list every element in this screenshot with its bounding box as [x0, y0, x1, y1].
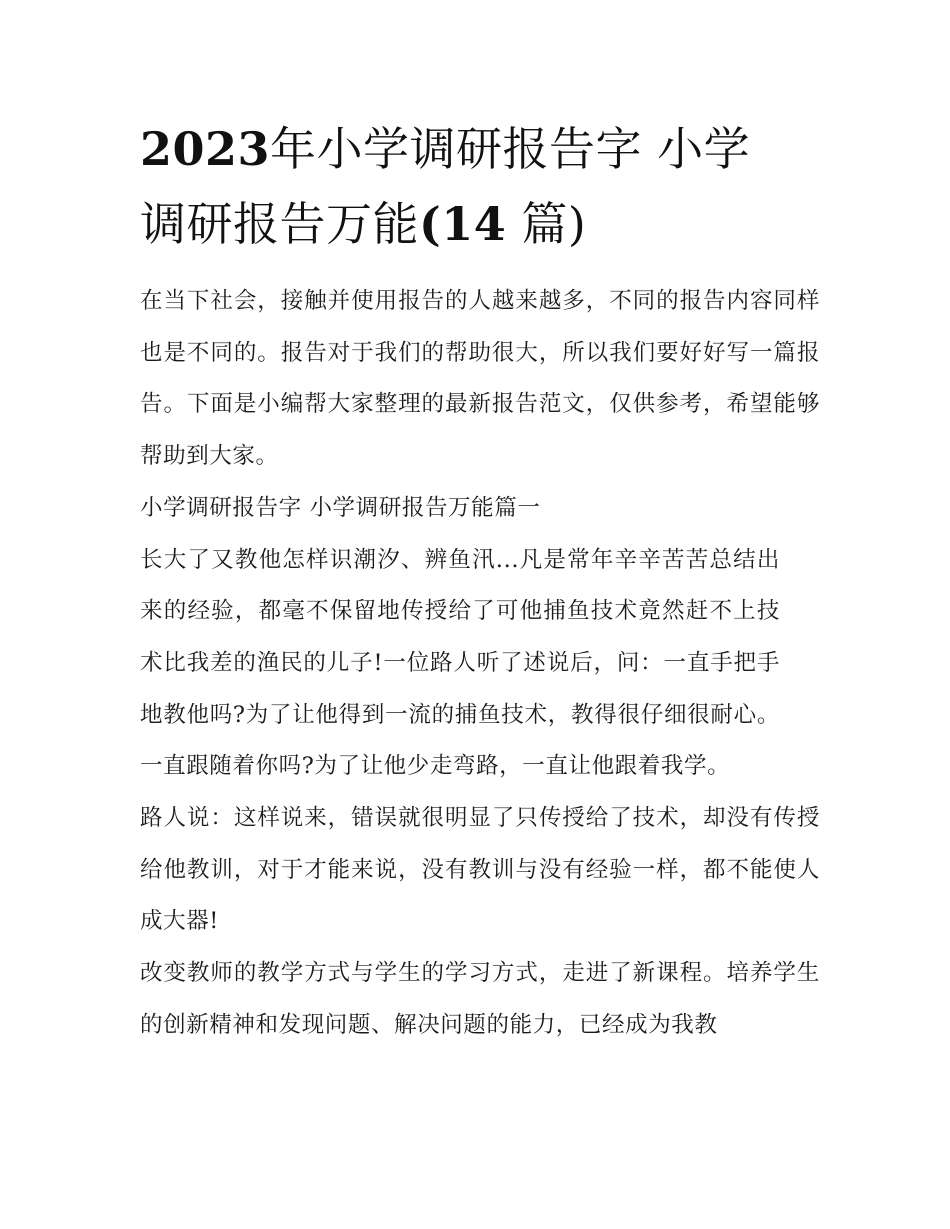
document-title	[140, 112, 820, 262]
title-line2-tail: 篇)	[521, 197, 587, 251]
passerby-paragraph: 路人说：这样说来，错误就很明显了只传授给了技术，却没有传授给他教训，对于才能来说，没有教训与没有经验一样，都不能使人成大器!	[140, 805, 820, 935]
story-paragraph: 长大了又教他怎样识潮汐、辨鱼汛...凡是常年辛辛苦苦总结出来的经验，都毫不保留地传授给了可他捕鱼技术竟然赶不上技术比我差的渔民的儿子!一位路人听了述说后，问：一直手把手地教他吗?为了让他得到一流的捕鱼技术，教得很仔细很耐心。一直跟随着你吗?为了让他少走弯路，一直让他跟着我学。	[140, 546, 780, 780]
intro-paragraph: 在当下社会，接触并使用报告的人越来越多，不同的报告内容同样也是不同的。报告对于我们的帮助很大，所以我们要好好写一篇报告。下面是小编帮大家整理的最新报告范文，仅供参考，希望能够帮助到大家。	[140, 288, 820, 470]
teaching-paragraph: 改变教师的教学方式与学生的学习方式，走进了新课程。培养学生的创新精神和发现问题、解决问题的能力，已经成为我教	[140, 960, 820, 1038]
title-line1-text: 年小学调研报告字 小学	[270, 122, 751, 176]
title-line2-text: 调研报告万能	[140, 197, 419, 251]
section-heading: 小学调研报告字 小学调研报告万能篇一	[140, 494, 541, 521]
document-body	[140, 276, 820, 1052]
title-year: 2023	[140, 122, 271, 176]
title-count: (14	[419, 197, 507, 251]
